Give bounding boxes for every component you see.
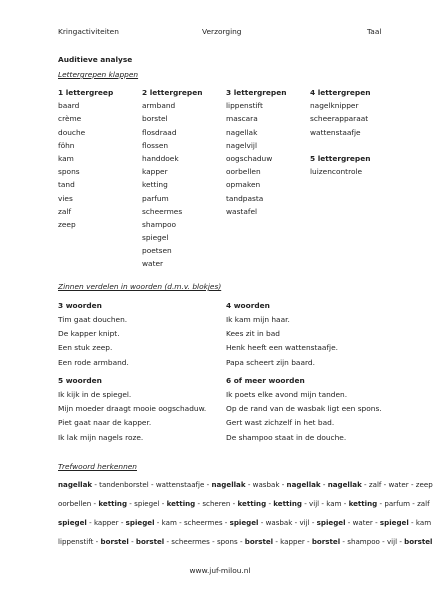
word: kapper [142,167,168,177]
keyword-word: lippenstift [58,537,94,546]
word: spiegel [142,233,169,243]
column-heading: 4 lettergrepen [310,88,371,97]
keyword-word: kapper [280,537,305,546]
keyword-highlight: nagellak [327,480,362,489]
keyword-highlight: ketting [348,499,378,508]
keyword-word: kam [415,518,432,527]
sentence: Ik kam mijn haar. [226,315,290,324]
group-heading: 5 woorden [58,376,102,385]
word: poetsen [142,246,172,256]
word: nagelknipper [310,101,359,111]
syllable-column-4 [310,86,371,178]
word: scheerapparaat [310,114,369,124]
keyword-word: vijl [386,537,398,546]
keyword-row: spiegel - kapper - spiegel - kam - scheermes - spiegel - wasbak - vijl - spiegel - water - spiegel - kam [58,518,432,527]
word: baard [58,101,80,111]
sentence-group-5 [58,373,206,445]
keyword-highlight: ketting [98,499,128,508]
column-heading: 3 lettergrepen [226,88,287,97]
word: zalf [58,206,72,216]
keyword-highlight: borstel [404,537,433,546]
keyword-highlight: ketting [237,499,267,508]
word: tand [58,180,75,190]
keyword-word: zeep [415,480,433,489]
keyword-word: vijl [299,518,310,527]
sentence: De kapper knipt. [58,329,120,339]
word: nagelvijl [226,140,258,150]
keyword-word: tandenborstel [99,480,149,489]
keyword-word: parfum [384,499,410,508]
word: handdoek [142,153,179,163]
word: wattenstaafje [310,127,361,137]
word: borstel [142,114,168,124]
sentence: Mijn moeder draagt mooie oogschaduw. [58,404,207,414]
word: zeep [58,219,76,229]
spacer [310,139,371,152]
column-heading: 1 lettergreep [58,88,114,97]
header-left: Kringactiviteiten [58,27,119,36]
sentence: Kees zit in bad [226,329,280,339]
keyword-word: water [352,518,373,527]
keyword-highlight: spiegel [125,518,155,527]
keyword-row: nagellak - tandenborstel - wattenstaafje - nagellak - wasbak - nagellak - nagellak - zalf - water - zeep [58,480,433,489]
keyword-word: scheermes [183,518,223,527]
sentence-group-3 [58,298,129,370]
keyword-highlight: ketting [273,499,302,508]
keyword-word: vijl [309,499,320,508]
sentence: Ik lak mijn nagels roze. [58,432,144,442]
keyword-row: lippenstift - borstel - borstel - scheermes - spons - borstel - kapper - borstel - shampoo - vijl - borstel [58,537,433,546]
keyword-highlight: spiegel [379,518,409,527]
keyword-highlight: spiegel [58,518,87,527]
footer-url: www.juf-milou.nl [189,566,251,575]
sentence: De shampoo staat in de douche. [226,432,347,442]
word: vies [58,193,73,203]
keyword-highlight: borstel [135,537,165,546]
sentence: Tim gaat douchen. [58,315,128,324]
sentence: Gert wast zichzelf in het bad. [226,418,335,428]
sentence: Henk heeft een wattenstaafje. [226,343,338,353]
word: flosdraad [142,127,177,137]
sentence: Een rode armband. [58,357,129,367]
keyword-highlight: borstel [100,537,129,546]
word: oorbellen [226,167,261,177]
word: shampoo [142,219,176,229]
keyword-word: scheren [202,499,231,508]
group-heading: 6 of meer woorden [226,376,305,385]
keyword-word: scheermes [171,537,210,546]
keyword-word: spons [216,537,238,546]
word: opmaken [226,180,261,190]
sentence: Ik poets elke avond mijn tanden. [226,390,348,399]
word: luizencontrole [310,167,363,177]
word: föhn [58,140,75,150]
sentence: Op de rand van de wasbak ligt een spons. [226,404,382,414]
sentence: Papa scheert zijn baard. [226,357,315,367]
keyword-word: wattenstaafje [155,480,205,489]
keyword-word: water [388,480,409,489]
keyword-word: spiegel [134,499,160,508]
keyword-word: oorbellen [58,499,92,508]
keyword-highlight: spiegel [316,518,346,527]
word: oogschaduw [226,153,273,163]
group-heading: 3 woorden [58,301,102,310]
keyword-word: wasbak [252,480,280,489]
keyword-highlight: nagellak [58,480,93,489]
syllable-column-3 [226,86,287,218]
keyword-highlight: nagellak [211,480,246,489]
keyword-highlight: borstel [244,537,274,546]
syllable-column-1 [58,86,113,231]
sentence-group-6plus [226,373,382,445]
keyword-highlight: borstel [311,537,341,546]
keyword-word: wasbak [265,518,293,527]
sentence: Ik kijk in de spiegel. [58,390,132,399]
group-heading: 4 woorden [226,301,270,310]
sentence: Piet gaat naar de kapper. [58,418,152,428]
word: lippenstift [226,101,263,111]
keyword-word: kapper [93,518,119,527]
column-heading: 5 lettergrepen [310,153,371,163]
keywords-subheading: Trefwoord herkennen [58,462,137,471]
sentences-subheading: Zinnen verdelen in woorden (d.m.v. blokjes) [58,282,222,291]
keyword-highlight: spiegel [229,518,259,527]
keyword-highlight: nagellak [286,480,321,489]
word: armband [142,101,176,111]
header-center: Verzorging [202,27,242,36]
header-right: Taal [367,27,382,36]
word: tandpasta [226,193,264,203]
keyword-row: oorbellen - ketting - spiegel - ketting - scheren - ketting - ketting - vijl - kam - ketting - parfum - zalf [58,499,430,508]
sentence-group-4 [226,298,338,370]
word: scheermes [142,206,183,216]
column-heading: 2 lettergrepen [142,88,203,97]
keyword-highlight: ketting [166,499,196,508]
word: spons [58,167,80,177]
keyword-word: kam [161,518,177,527]
word: douche [58,127,86,137]
word: flossen [142,140,169,150]
word: nagellak [226,127,258,137]
word: mascara [226,114,258,124]
keyword-word: zalf [368,480,382,489]
word: wastafel [226,206,258,216]
syllable-column-2 [142,86,203,271]
word: kam [58,153,74,163]
keyword-word: zalf [417,499,430,508]
sentence: Een stuk zeep. [58,343,113,353]
page-title: Auditieve analyse [58,55,133,64]
syllables-subheading: Lettergrepen klappen [58,70,139,79]
word: ketting [142,180,168,190]
word: water [142,259,164,269]
keyword-word: shampoo [347,537,380,546]
word: parfum [142,193,169,203]
keyword-word: kam [326,499,342,508]
word: crème [58,114,82,124]
